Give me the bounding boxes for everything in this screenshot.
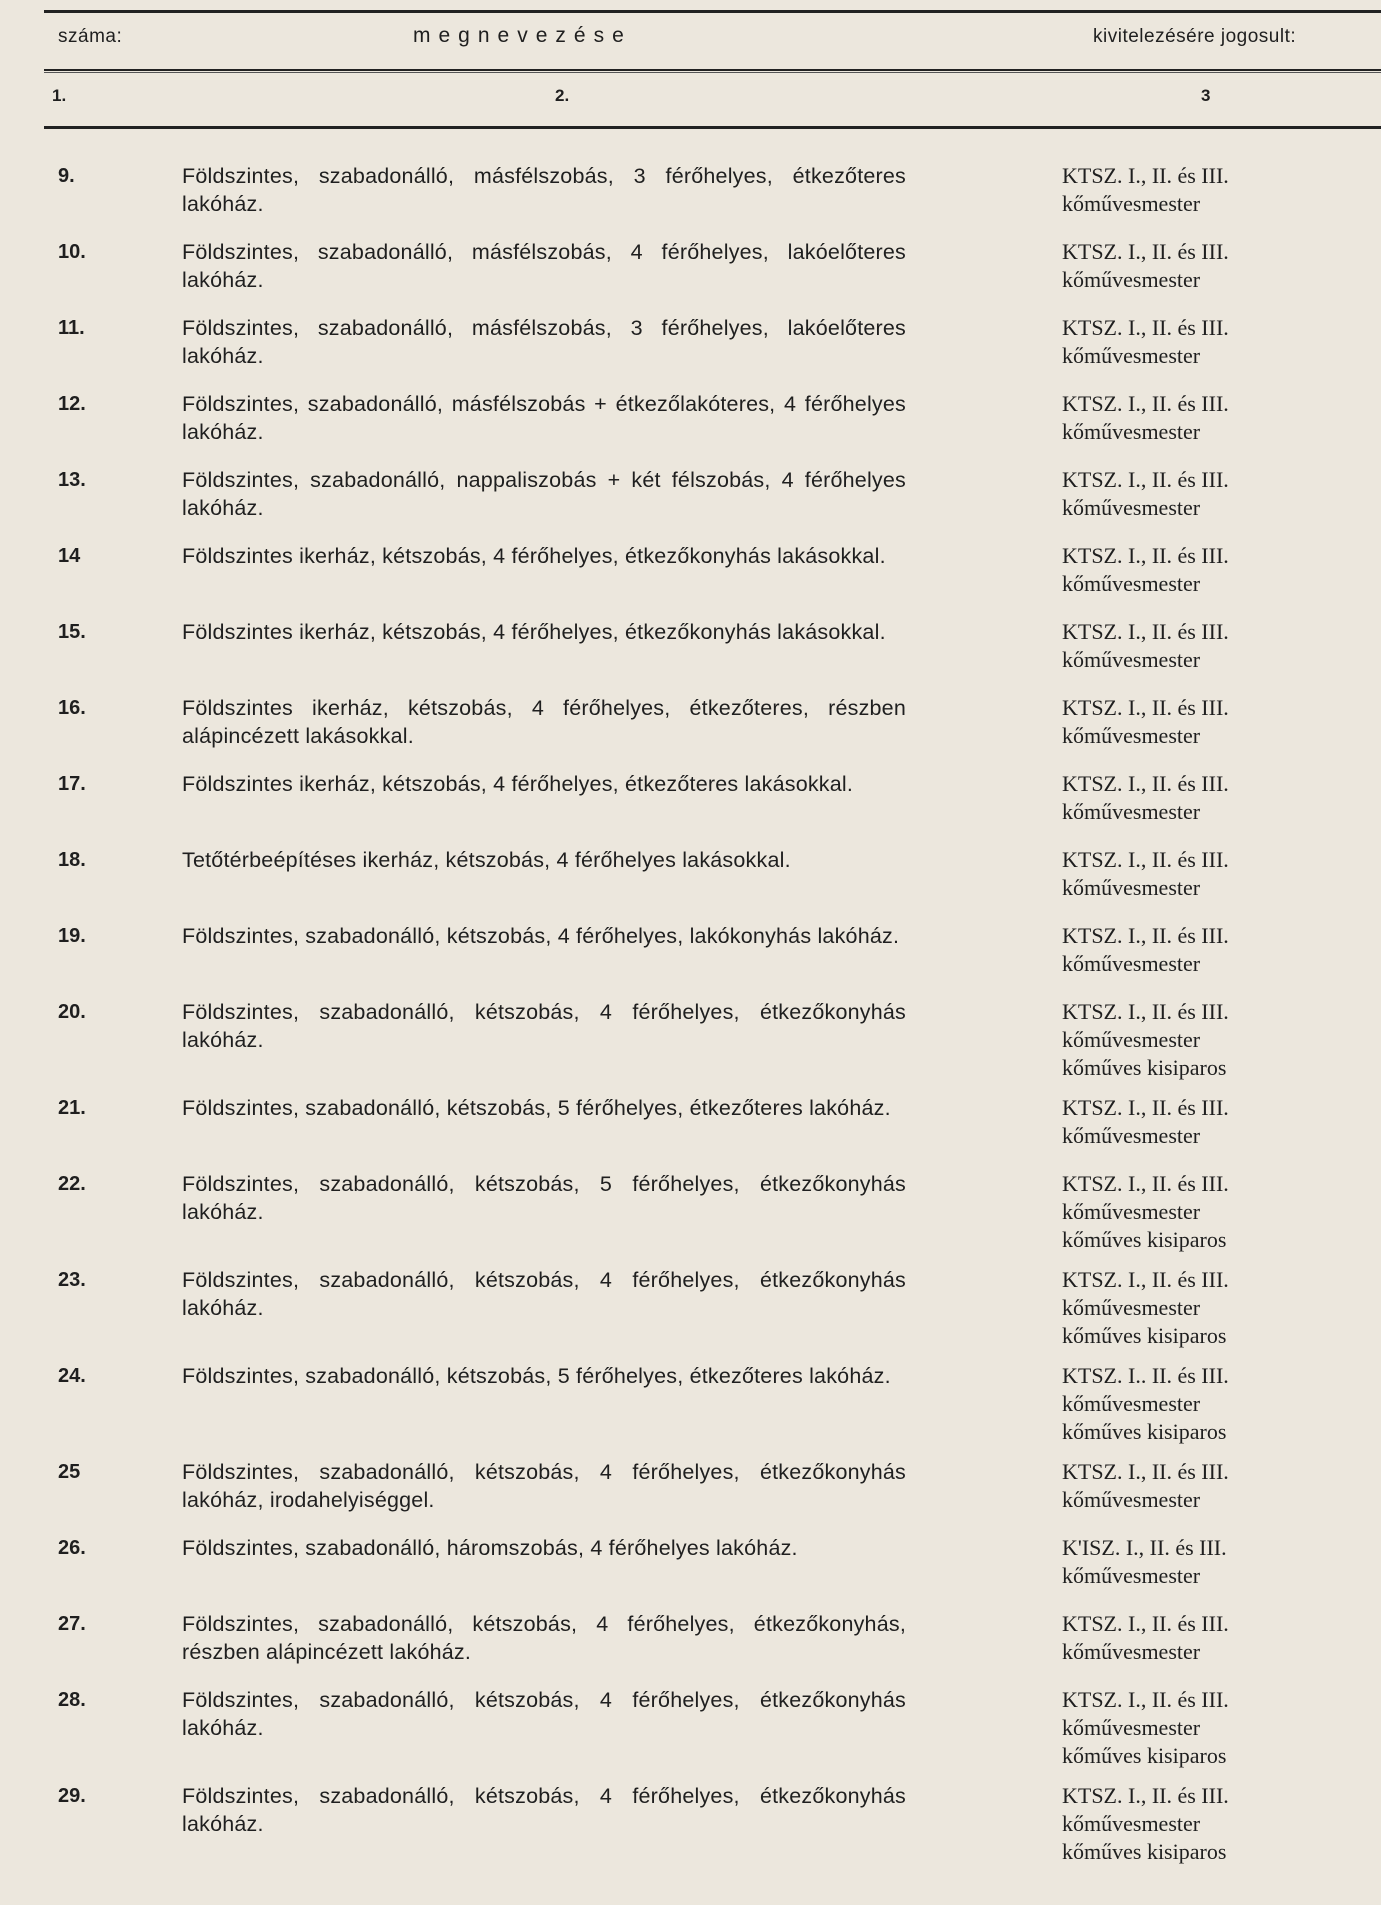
row-jogosult	[924, 162, 1381, 218]
jogosult-line: kőművesmester	[1062, 1199, 1201, 1224]
row-description: Földszintes, szabadonálló, kétszobás, 4 férőhelyes, étkezőkonyhás lakóház, irodahelyiséggel.	[182, 1460, 906, 1512]
header-rule	[44, 69, 1381, 71]
table-row	[0, 390, 1381, 446]
row-number: 20.	[58, 1001, 86, 1023]
row-number: 23.	[58, 1269, 86, 1291]
jogosult-line: KTSZ. I., II. és III.	[1062, 1171, 1229, 1196]
table-row	[0, 1170, 1381, 1254]
row-jogosult	[924, 846, 1381, 902]
row-number: 18.	[58, 849, 86, 871]
jogosult-line: KTSZ. I., II. és III.	[1062, 1095, 1229, 1120]
jogosult-line: KTSZ. I., II. és III.	[1062, 1687, 1229, 1712]
row-jogosult	[924, 694, 1381, 750]
table-row	[0, 694, 1381, 750]
column-number-3: 3	[1201, 86, 1211, 105]
jogosult-line: KTSZ. I., II. és III.	[1062, 695, 1229, 720]
header-col-jogosult: kivitelezésére jogosult:	[1093, 26, 1297, 47]
row-description: Földszintes, szabadonálló, kétszobás, 4 férőhelyes, étkezőkonyhás lakóház.	[182, 1000, 906, 1052]
row-jogosult	[924, 1686, 1381, 1770]
row-description: Földszintes, szabadonálló, kétszobás, 4 férőhelyes, étkezőkonyhás, részben alápincézett lakóház.	[182, 1612, 906, 1664]
row-jogosult	[924, 1534, 1381, 1590]
row-number: 28.	[58, 1689, 86, 1711]
jogosult-line: KTSZ. I., II. és III.	[1062, 1611, 1229, 1636]
row-number: 12.	[58, 393, 86, 415]
jogosult-line: KTSZ. I., II. és III.	[1062, 467, 1229, 492]
row-description: Földszintes, szabadonálló, másfélszobás, 4 férőhelyes, lakóelőteres lakóház.	[182, 240, 906, 292]
row-jogosult	[924, 1458, 1381, 1514]
table-row	[0, 770, 1381, 826]
table-row	[0, 1610, 1381, 1666]
row-jogosult	[924, 238, 1381, 294]
jogosult-line: KTSZ. I., II. és III.	[1062, 315, 1229, 340]
row-number: 15.	[58, 621, 86, 643]
header-rule-thin	[44, 72, 1381, 73]
table-row	[0, 618, 1381, 674]
jogosult-line: kőművesmester	[1062, 267, 1201, 292]
jogosult-line: kőművesmester	[1062, 647, 1201, 672]
row-jogosult	[924, 1094, 1381, 1150]
row-description: Földszintes ikerház, kétszobás, 4 férőhelyes, étkezőkonyhás lakásokkal.	[182, 544, 886, 568]
row-jogosult	[924, 922, 1381, 978]
column-number-2: 2.	[555, 86, 570, 105]
jogosult-line: kőműves kisiparos	[1062, 1743, 1227, 1768]
jogosult-line: kőművesmester	[1062, 723, 1201, 748]
row-number: 10.	[58, 241, 86, 263]
row-description: Földszintes, szabadonálló, háromszobás, 4 férőhelyes lakóház.	[182, 1536, 798, 1560]
table-row	[0, 1686, 1381, 1770]
row-description: Földszintes ikerház, kétszobás, 4 férőhelyes, étkezőteres lakásokkal.	[182, 772, 854, 796]
jogosult-line: kőművesmester	[1062, 951, 1201, 976]
jogosult-line: K'ISZ. I., II. és III.	[1062, 1535, 1227, 1560]
header-col-szama: száma:	[58, 26, 123, 47]
row-description: Földszintes, szabadonálló, kétszobás, 5 férőhelyes, étkezőteres lakóház.	[182, 1096, 891, 1120]
jogosult-line: kőművesmester	[1062, 191, 1201, 216]
row-description: Földszintes, szabadonálló, kétszobás, 4 férőhelyes, lakókonyhás lakóház.	[182, 924, 900, 948]
table-row	[0, 1534, 1381, 1590]
row-jogosult	[924, 1610, 1381, 1666]
table-row	[0, 542, 1381, 598]
column-number-rule	[44, 126, 1381, 129]
row-jogosult	[924, 1362, 1381, 1446]
jogosult-line: kőművesmester	[1062, 571, 1201, 596]
row-number: 26.	[58, 1537, 86, 1559]
table-row	[0, 1362, 1381, 1446]
row-jogosult	[924, 1782, 1381, 1866]
row-description: Földszintes ikerház, kétszobás, 4 férőhelyes, étkezőteres, részben alápincézett lakásokkal.	[182, 696, 906, 748]
row-jogosult	[924, 618, 1381, 674]
jogosult-line: kőművesmester	[1062, 875, 1201, 900]
row-jogosult	[924, 1170, 1381, 1254]
jogosult-line: KTSZ. I., II. és III.	[1062, 999, 1229, 1024]
header-col-megnevezese: megnevezése	[413, 24, 632, 47]
row-number: 9.	[58, 165, 75, 187]
jogosult-line: KTSZ. I., II. és III.	[1062, 619, 1229, 644]
jogosult-line: kőművesmester	[1062, 799, 1201, 824]
row-number: 16.	[58, 697, 86, 719]
row-description: Földszintes, szabadonálló, másfélszobás, 3 férőhelyes, lakóelőteres lakóház.	[182, 316, 906, 368]
jogosult-line: KTSZ. I., II. és III.	[1062, 1783, 1229, 1808]
table-body	[0, 162, 1381, 1878]
row-number: 29.	[58, 1785, 86, 1807]
row-description: Földszintes, szabadonálló, másfélszobás + étkezőlakóteres, 4 férőhelyes lakóház.	[182, 392, 906, 444]
row-description: Földszintes, szabadonálló, kétszobás, 4 férőhelyes, étkezőkonyhás lakóház.	[182, 1268, 906, 1320]
row-number: 13.	[58, 469, 86, 491]
row-number: 19.	[58, 925, 86, 947]
jogosult-line: kőművesmester	[1062, 1027, 1201, 1052]
table-row	[0, 846, 1381, 902]
jogosult-line: kőműves kisiparos	[1062, 1839, 1227, 1864]
jogosult-line: kőműves kisiparos	[1062, 1227, 1227, 1252]
jogosult-line: kőművesmester	[1062, 343, 1201, 368]
jogosult-line: KTSZ. I., II. és III.	[1062, 239, 1229, 264]
table-row	[0, 1782, 1381, 1866]
table-row	[0, 922, 1381, 978]
row-number: 24.	[58, 1365, 86, 1387]
row-number: 22.	[58, 1173, 86, 1195]
row-description: Földszintes, szabadonálló, kétszobás, 4 férőhelyes, étkezőkonyhás lakóház.	[182, 1688, 906, 1740]
row-jogosult	[924, 466, 1381, 522]
jogosult-line: kőművesmester	[1062, 1811, 1201, 1836]
row-jogosult	[924, 998, 1381, 1082]
jogosult-line: KTSZ. I., II. és III.	[1062, 391, 1229, 416]
jogosult-line: KTSZ. I., II. és III.	[1062, 923, 1229, 948]
jogosult-line: kőművesmester	[1062, 1123, 1201, 1148]
row-number: 25	[58, 1461, 81, 1483]
row-description: Földszintes, szabadonálló, másfélszobás, 3 férőhelyes, étkezőteres lakóház.	[182, 164, 906, 216]
row-jogosult	[924, 542, 1381, 598]
row-jogosult	[924, 314, 1381, 370]
jogosult-line: kőművesmester	[1062, 1391, 1201, 1416]
row-number: 17.	[58, 773, 86, 795]
table-row	[0, 998, 1381, 1082]
row-number: 14	[58, 545, 81, 567]
row-number: 27.	[58, 1613, 86, 1635]
row-number: 21.	[58, 1097, 86, 1119]
table-row	[0, 314, 1381, 370]
row-description: Tetőtérbeépítéses ikerház, kétszobás, 4 férőhelyes lakásokkal.	[182, 848, 791, 872]
row-description: Földszintes, szabadonálló, nappaliszobás + két félszobás, 4 férőhelyes lakóház.	[182, 468, 906, 520]
jogosult-line: kőművesmester	[1062, 1639, 1201, 1664]
row-jogosult	[924, 390, 1381, 446]
jogosult-line: kőművesmester	[1062, 1487, 1201, 1512]
jogosult-line: kőművesmester	[1062, 1563, 1201, 1588]
row-jogosult	[924, 770, 1381, 826]
jogosult-line: kőműves kisiparos	[1062, 1419, 1227, 1444]
jogosult-line: KTSZ. I., II. és III.	[1062, 163, 1229, 188]
top-rule	[44, 10, 1381, 13]
jogosult-line: kőművesmester	[1062, 1295, 1201, 1320]
row-number: 11.	[58, 317, 85, 339]
row-description: Földszintes, szabadonálló, kétszobás, 5 férőhelyes, étkezőkonyhás lakóház.	[182, 1172, 906, 1224]
jogosult-line: KTSZ. I.. II. és III.	[1062, 1363, 1229, 1388]
jogosult-line: KTSZ. I., II. és III.	[1062, 771, 1229, 796]
row-jogosult	[924, 1266, 1381, 1350]
row-description: Földszintes, szabadonálló, kétszobás, 4 férőhelyes, étkezőkonyhás lakóház.	[182, 1784, 906, 1836]
jogosult-line: kőműves kisiparos	[1062, 1055, 1227, 1080]
jogosult-line: KTSZ. I., II. és III.	[1062, 1459, 1229, 1484]
jogosult-line: kőművesmester	[1062, 1715, 1201, 1740]
jogosult-line: KTSZ. I., II. és III.	[1062, 543, 1229, 568]
row-description: Földszintes ikerház, kétszobás, 4 férőhelyes, étkezőkonyhás lakásokkal.	[182, 620, 886, 644]
table-row	[0, 238, 1381, 294]
table-row	[0, 466, 1381, 522]
jogosult-line: kőművesmester	[1062, 419, 1201, 444]
table-row	[0, 162, 1381, 218]
table-row	[0, 1458, 1381, 1514]
row-description: Földszintes, szabadonálló, kétszobás, 5 férőhelyes, étkezőteres lakóház.	[182, 1364, 891, 1388]
jogosult-line: KTSZ. I., II. és III.	[1062, 847, 1229, 872]
table-row	[0, 1266, 1381, 1350]
jogosult-line: kőművesmester	[1062, 495, 1201, 520]
jogosult-line: kőműves kisiparos	[1062, 1323, 1227, 1348]
table-row	[0, 1094, 1381, 1150]
column-number-1: 1.	[52, 86, 67, 105]
jogosult-line: KTSZ. I., II. és III.	[1062, 1267, 1229, 1292]
